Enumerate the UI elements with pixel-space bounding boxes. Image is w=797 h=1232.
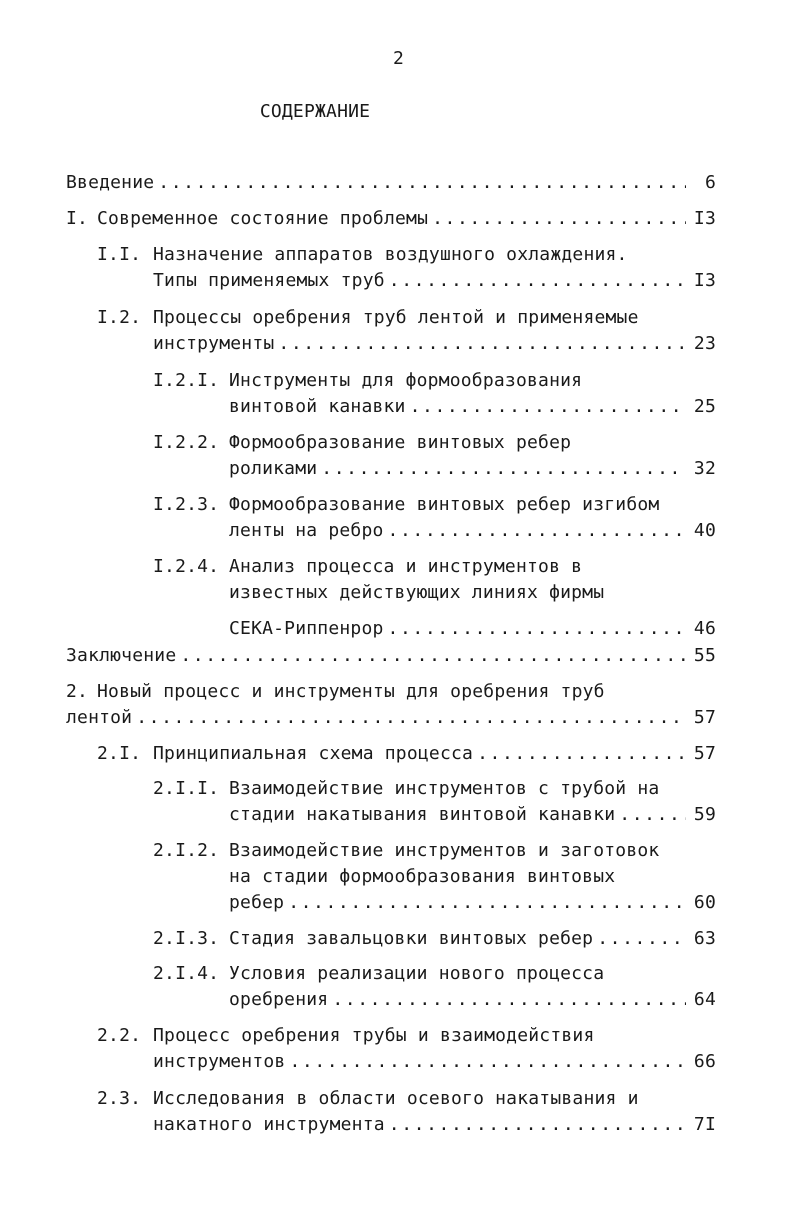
toc-entry xyxy=(66,170,716,196)
toc-entry-text: лентой xyxy=(66,707,133,728)
toc-section-number: 2.3. xyxy=(97,1088,142,1109)
toc-entry xyxy=(153,1023,716,1075)
toc-page-number: 66 xyxy=(693,1051,716,1072)
toc-entry xyxy=(229,368,716,420)
leader-dots xyxy=(389,1112,686,1138)
toc-entry-text: роликами xyxy=(229,458,318,479)
toc-section-number: I.2.3. xyxy=(153,494,220,515)
toc-entry-text: оребрения xyxy=(229,989,329,1010)
toc-page-number: 46 xyxy=(693,618,716,639)
toc-section-number: 2.I. xyxy=(97,743,142,764)
toc-entry xyxy=(97,206,716,232)
leader-dots xyxy=(136,705,686,731)
toc-entry-text: Формообразование винтовых ребер xyxy=(229,432,572,453)
toc-section-number: I.2.I. xyxy=(153,370,220,391)
toc-page-number: 40 xyxy=(693,520,716,541)
toc-title: СОДЕРЖАНИЕ xyxy=(259,101,371,122)
toc-entry-text: Типы применяемых труб xyxy=(153,270,385,291)
toc-page-number: 63 xyxy=(693,928,716,949)
leader-dots xyxy=(180,643,686,669)
toc-section-number: 2.I.4. xyxy=(153,963,220,984)
toc-entry xyxy=(229,961,716,1013)
toc-entry xyxy=(229,926,716,952)
leader-dots xyxy=(388,518,686,544)
leader-dots xyxy=(432,206,686,232)
toc-entry xyxy=(229,492,716,544)
toc-entry-text: Взаимодействие инструментов и заготовок xyxy=(229,840,660,861)
toc-entry xyxy=(229,776,716,828)
leader-dots xyxy=(289,1049,686,1075)
toc-entry-text: на стадии формообразования винтовых xyxy=(229,866,616,887)
toc-section-number: 2.I.3. xyxy=(153,928,220,949)
leader-dots xyxy=(332,987,686,1013)
toc-entry-text: накатного инструмента xyxy=(153,1114,385,1135)
toc-section-number: I.2. xyxy=(97,307,142,328)
toc-entry-text: Исследования в области осевого накатывания и xyxy=(153,1088,639,1109)
leader-dots xyxy=(388,616,686,642)
toc-page-number: 7I xyxy=(693,1114,716,1135)
toc-page-number: 55 xyxy=(693,645,716,666)
toc-page-number: 6 xyxy=(704,172,716,193)
toc-page-number: 57 xyxy=(693,743,716,764)
leader-dots xyxy=(410,394,686,420)
toc-page-number: 32 xyxy=(693,458,716,479)
toc-page-number: I3 xyxy=(693,270,716,291)
toc-entry xyxy=(229,838,716,916)
toc-section-number: I.I. xyxy=(97,244,142,265)
leader-dots xyxy=(389,268,686,294)
toc-entry-text: Процессы оребрения труб лентой и применяемые xyxy=(153,307,639,328)
toc-entry-text: Принципиальная схема процесса xyxy=(153,743,474,764)
toc-entry xyxy=(66,643,716,669)
toc-section-number: I.2.4. xyxy=(153,556,220,577)
leader-dots xyxy=(477,741,686,767)
toc-entry-text: Условия реализации нового процесса xyxy=(229,963,605,984)
page-number: 2 xyxy=(392,48,405,69)
toc-entry-text: Инструменты для формообразования xyxy=(229,370,583,391)
toc-page-number: 57 xyxy=(693,707,716,728)
toc-section-number: I.2.2. xyxy=(153,432,220,453)
toc-entry-text: Заключение xyxy=(66,645,177,666)
toc-page-number: I3 xyxy=(693,208,716,229)
toc-section-number: 2. xyxy=(66,681,89,702)
leader-dots xyxy=(278,331,686,357)
leader-dots xyxy=(321,456,686,482)
toc-entry-text: Анализ процесса и инструментов в xyxy=(229,556,583,577)
toc-entry-text: инструменты xyxy=(153,333,275,354)
leader-dots xyxy=(597,926,686,952)
toc-entry-text: Современное состояние проблемы xyxy=(97,208,429,229)
toc-section-number: 2.I.2. xyxy=(153,840,220,861)
toc-entry-text: ленты на ребро xyxy=(229,520,384,541)
toc-entry-text: известных действующих линиях фирмы xyxy=(229,582,605,603)
toc-section-number: 2.2. xyxy=(97,1025,142,1046)
toc-page-number: 59 xyxy=(693,804,716,825)
toc-section-number: I. xyxy=(66,208,89,229)
toc-entry xyxy=(66,679,716,731)
leader-dots xyxy=(288,890,686,916)
toc-entry-text: стадии накатывания винтовой канавки xyxy=(229,804,616,825)
toc-section-number: 2.I.I. xyxy=(153,778,220,799)
toc-page-number: 25 xyxy=(693,396,716,417)
leader-dots xyxy=(619,802,686,828)
toc-entry xyxy=(153,305,716,357)
toc-entry-text: Введение xyxy=(66,172,155,193)
toc-entry-text: винтовой канавки xyxy=(229,396,406,417)
toc-entry xyxy=(153,242,716,294)
toc-entry-text: инструментов xyxy=(153,1051,286,1072)
toc-page-number: 60 xyxy=(693,892,716,913)
toc-entry xyxy=(229,430,716,482)
toc-entry-text: Назначение аппаратов воздушного охлаждения. xyxy=(153,244,628,265)
toc-page-number: 23 xyxy=(693,333,716,354)
toc-entry-text: ребер xyxy=(229,892,285,913)
toc-entry-text: СЕКА-Риппенрор xyxy=(229,618,384,639)
toc-page-number: 64 xyxy=(693,989,716,1010)
toc-entry-text: Формообразование винтовых ребер изгибом xyxy=(229,494,660,515)
toc-entry-text: Новый процесс и инструменты для оребрения труб xyxy=(97,681,605,702)
toc-entry xyxy=(229,554,716,642)
leader-dots xyxy=(158,170,686,196)
toc-entry xyxy=(153,741,716,767)
toc-entry-text: Взаимодействие инструментов с трубой на xyxy=(229,778,660,799)
toc-entry-text: Процесс оребрения трубы и взаимодействия xyxy=(153,1025,595,1046)
toc-entry xyxy=(153,1086,716,1138)
toc-entry-text: Стадия завальцовки винтовых ребер xyxy=(229,928,594,949)
